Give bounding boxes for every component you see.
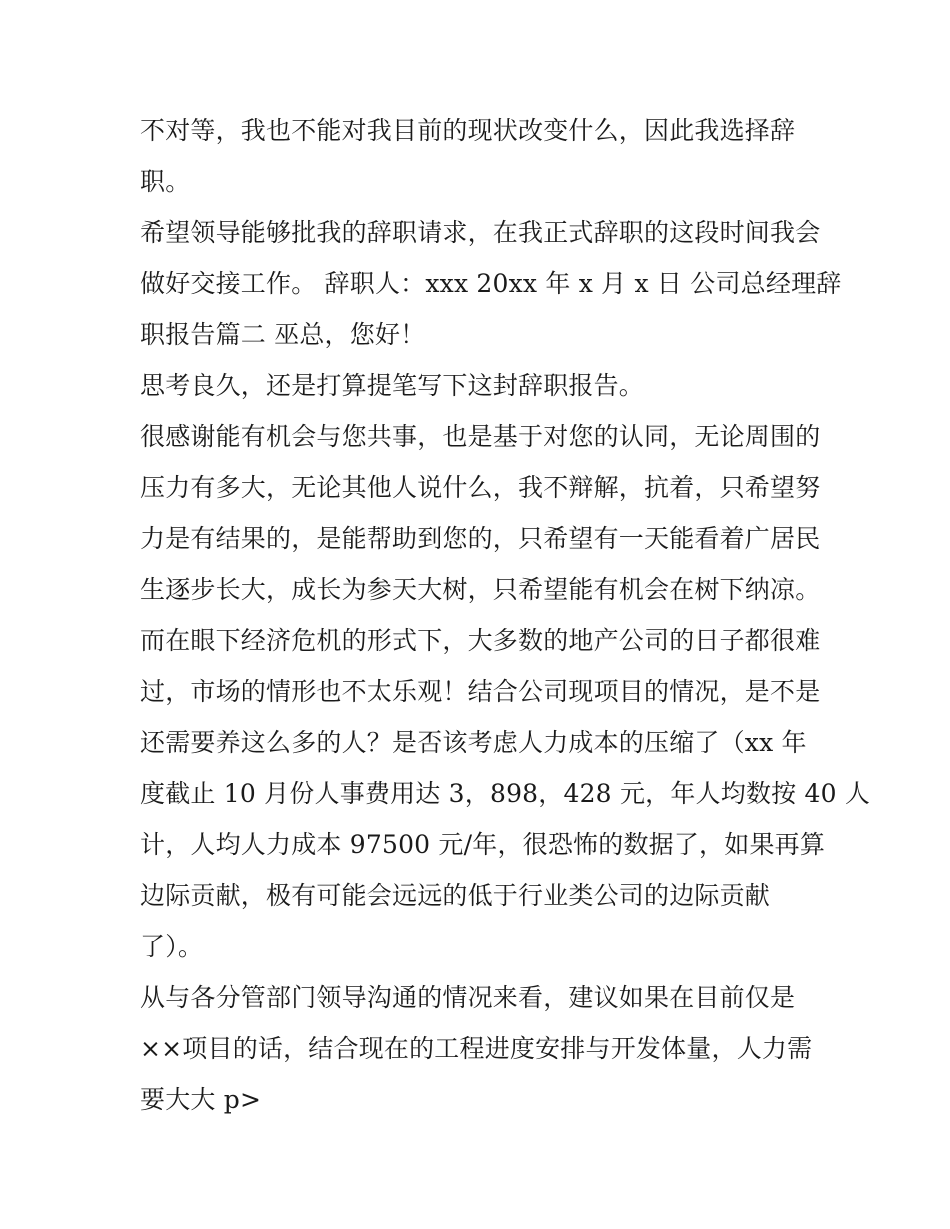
text-line: 过，市场的情形也不太乐观！结合公司现项目的情况，是不是 — [140, 677, 821, 706]
text-line: 计，人均人力成本 97500 元/年，很恐怖的数据了，如果再算 — [140, 830, 826, 859]
text-line: 希望领导能够批我的辞职请求，在我正式辞职的这段时间我会 — [140, 218, 821, 247]
text-line: 很感谢能有机会与您共事，也是基于对您的认同，无论周围的 — [140, 422, 821, 451]
text-line: 要大大 p> — [140, 1085, 262, 1114]
text-line: 职报告篇二 巫总，您好！ — [140, 320, 426, 349]
paragraph-5 — [140, 615, 871, 972]
text-line: 压力有多大，无论其他人说什么，我不辩解，抗着，只希望努 — [140, 473, 821, 502]
text-line: 度截止 10 月份人事费用达 3，898，428 元，年人均数按 40 人 — [140, 779, 871, 808]
text-line: 了）。 — [140, 932, 204, 961]
text-line: 做好交接工作。 辞职人：xxx 20xx 年 x 月 x 日 公司总经理辞 — [140, 269, 842, 298]
text-line: ××项目的话，结合现在的工程进度安排与开发体量，人力需 — [140, 1034, 813, 1063]
paragraph-3 — [140, 360, 820, 411]
paragraph-4 — [140, 411, 820, 615]
text-line: 还需要养这么多的人？是否该考虑人力成本的压缩了（xx 年 — [140, 728, 807, 757]
text-line: 从与各分管部门领导沟通的情况来看，建议如果在目前仅是 — [140, 983, 796, 1012]
text-line: 而在眼下经济危机的形式下，大多数的地产公司的日子都很难 — [140, 626, 821, 655]
text-line: 边际贡献，极有可能会远远的低于行业类公司的边际贡献 — [140, 881, 771, 910]
text-line: 生逐步长大，成长为参天大树，只希望能有机会在树下纳凉。 — [140, 575, 821, 604]
paragraph-6 — [140, 972, 820, 1125]
document-body — [140, 105, 871, 1125]
text-line: 不对等，我也不能对我目前的现状改变什么，因此我选择辞 — [140, 116, 796, 145]
text-line: 思考良久，还是打算提笔写下这封辞职报告。 — [140, 371, 645, 400]
text-line: 职。 — [140, 167, 191, 196]
paragraph-2 — [140, 207, 842, 360]
text-line: 力是有结果的，是能帮助到您的，只希望有一天能看着广居民 — [140, 524, 821, 553]
paragraph-1 — [140, 105, 820, 207]
